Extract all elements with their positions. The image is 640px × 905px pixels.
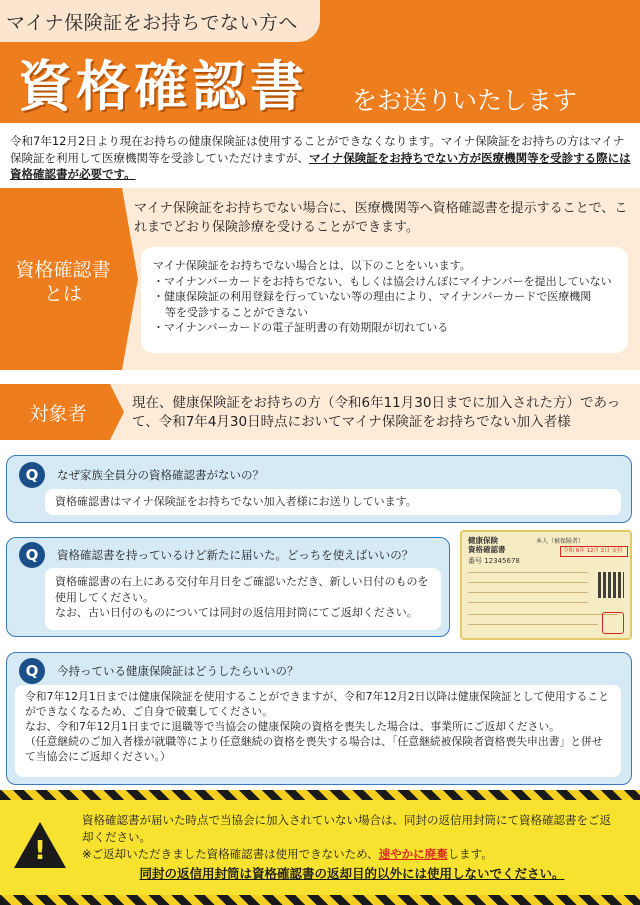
certificate-date: 令和 6年 12月 2日 交付 bbox=[563, 548, 623, 554]
warning-line2-pre: ※ご返却いただきました資格確認書は使用できないため、 bbox=[82, 847, 379, 861]
qa-answer-line: 資格確認書の右上にある交付年月日をご確認いただき、新しい日付のものを使用してください。 bbox=[55, 575, 429, 604]
qa-answer bbox=[45, 568, 441, 630]
qa-question: なぜ家族全員分の資格確認書がないの？ bbox=[57, 468, 264, 482]
definition-box-intro: マイナ保険証をお持ちでない場合とは、以下のことをいいます。 bbox=[153, 259, 471, 272]
qa-answer-line: （任意継続のご加入者様が就職等により任意継続の資格を喪失する場合は、「任意継続被保険者資格喪失申出書」と併せて当協会にご返却ください。） bbox=[25, 735, 603, 763]
qr-code-icon bbox=[598, 572, 624, 598]
qa-question: 資格確認書を持っているけど新たに届いた。どっちを使えばいいの？ bbox=[57, 548, 414, 562]
q-badge: Q bbox=[19, 542, 45, 568]
certificate-number: 番号 12345678 bbox=[468, 557, 520, 565]
certificate-line bbox=[468, 624, 598, 625]
definition-item: ・マイナンバーカードの電子証明書の有効期限が切れている bbox=[153, 321, 449, 334]
intro-text: 令和7年12月2日より現在お持ちの健康保険証は使用することができなくなります。マイナ保険証をお持ちの方はマイナ保険証を利用して医療機関等を受診していただけますが、 bbox=[10, 134, 625, 165]
qa-question: 今持っている健康保険証はどうしたらいいの？ bbox=[57, 664, 299, 678]
intro-paragraph bbox=[10, 133, 632, 183]
warning-text bbox=[82, 812, 622, 882]
definition-item: ・健康保険証の利用登録を行っていない等の理由により、マイナンバーカードで医療機関 bbox=[153, 290, 592, 303]
page-subtitle: をお送りいたします bbox=[352, 86, 578, 115]
definition-tag-line2: とは bbox=[43, 283, 82, 305]
target-tag-arrow bbox=[110, 384, 124, 440]
qa-answer-line: なお、令和7年12月1日までに退職等で当協会の健康保険の資格を喪失した場合は、事業所にご返却ください。 bbox=[25, 720, 560, 733]
certificate-line bbox=[468, 614, 618, 615]
q-badge: Q bbox=[19, 462, 45, 488]
warning-line3: 同封の返信用封筒は資格確認書の返却目的以外には使用しないでください。 bbox=[139, 866, 565, 881]
certificate-image bbox=[460, 530, 632, 640]
certificate-title bbox=[468, 536, 506, 554]
warning-line2-emphasis: 速やかに廃棄 bbox=[378, 847, 448, 861]
certificate-title-line1: 健康保険 bbox=[468, 536, 498, 545]
page-title: 資格確認書 bbox=[18, 55, 308, 118]
qa-answer bbox=[15, 685, 621, 777]
qa-answer-text: 資格確認書はマイナ保険証をお持ちでない加入者様にお送りしています。 bbox=[55, 495, 417, 508]
stamp-icon bbox=[602, 612, 624, 634]
header-banner bbox=[0, 0, 640, 123]
warning-line2 bbox=[82, 846, 622, 863]
definition-item: 等を受診することができない bbox=[165, 305, 308, 319]
definition-tag-label bbox=[4, 258, 122, 306]
hazard-stripe-bottom bbox=[0, 895, 640, 905]
certificate-date-highlight bbox=[560, 546, 628, 557]
definition-lead: マイナ保険証をお持ちでない場合に、医療機関等へ資格確認書を提示することで、これまでどおり保険診療を受けることができます。 bbox=[134, 201, 628, 235]
warning-line2-post: します。 bbox=[447, 847, 493, 861]
definition-box bbox=[141, 247, 628, 353]
header-tab: マイナ保険証をお持ちでない方へ bbox=[0, 0, 320, 42]
qa-answer-line: なお、古い日付のものについては同封の返信用封筒にてご返却ください。 bbox=[55, 606, 418, 619]
certificate-tag: 本人（被保険者） bbox=[536, 538, 585, 545]
qa-card-1 bbox=[6, 455, 632, 523]
intro-emphasis: マイナ保険証をお持ちでない方が医療機関等を受診する際には資格確認書が必要です。 bbox=[10, 150, 631, 181]
q-badge: Q bbox=[19, 658, 45, 684]
certificate-title-line2: 資格確認書 bbox=[468, 545, 506, 554]
qa-card-2 bbox=[6, 537, 450, 637]
certificate-line bbox=[468, 592, 588, 593]
certificate-line bbox=[468, 602, 588, 603]
warning-exclamation: ! bbox=[34, 836, 46, 866]
qa-answer-line: 令和7年12月1日までは健康保険証を使用することができますが、令和7年12月2日以降は健康保険証として使用することができなくなるため、ご自身で破棄してください。 bbox=[25, 690, 609, 718]
certificate-line bbox=[468, 572, 588, 573]
target-label: 対象者 bbox=[29, 402, 87, 425]
definition-item: ・マイナンバーカードをお持ちでない、もしくは協会けんぽにマイナンバーを提出していない bbox=[153, 274, 612, 288]
hazard-stripe-top bbox=[0, 790, 640, 800]
qa-card-3 bbox=[6, 652, 632, 785]
warning-footer bbox=[0, 800, 640, 896]
definition-tag-line1: 資格確認書 bbox=[15, 259, 111, 281]
qa-answer bbox=[45, 489, 621, 515]
certificate-line bbox=[468, 582, 588, 583]
target-text: 現在、健康保険証をお持ちの方（令和6年11月30日までに加入された方）であって、令和7年4月30日時点においてマイナ保険証をお持ちでない加入者様 bbox=[132, 395, 621, 430]
warning-line1: 資格確認書が届いた時点で当協会に加入されていない場合は、同封の返信用封筒にて資格確認書をご返却ください。 bbox=[82, 813, 611, 844]
